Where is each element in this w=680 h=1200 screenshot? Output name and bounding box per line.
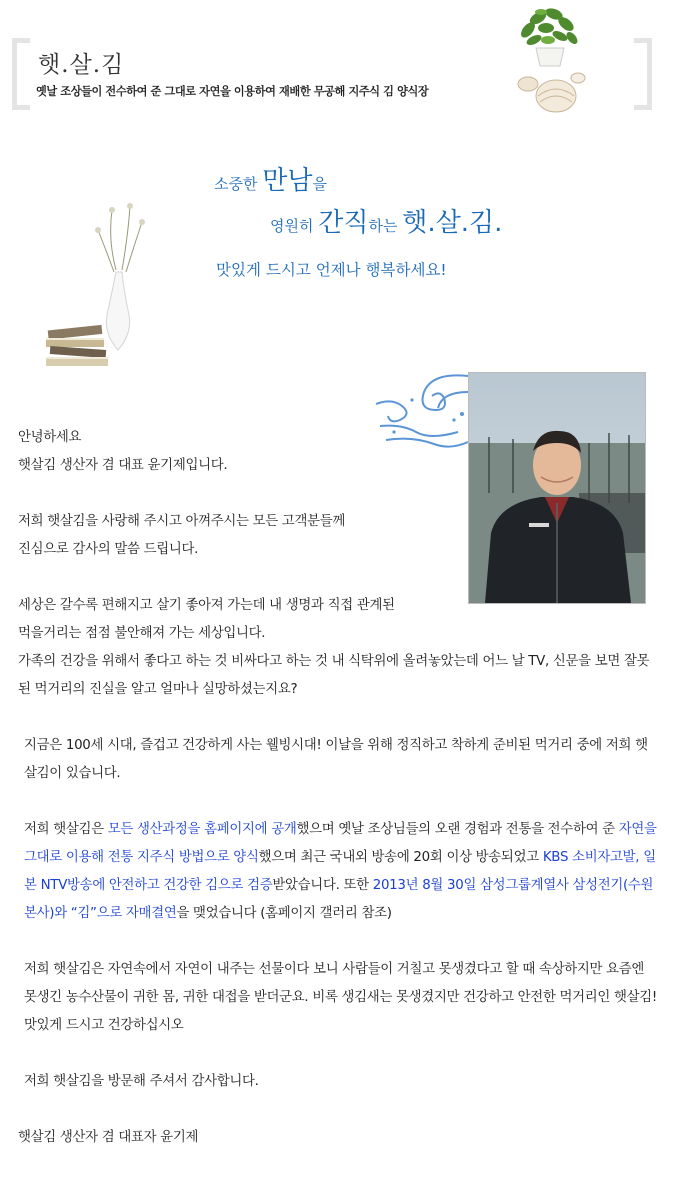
paragraph-gap [18,480,660,508]
letter-paragraph: 저희 햇살김은 자연속에서 자연이 내주는 선물이다 보니 사람들이 거칠고 못생겼다고 할 때 속상하지만 요즘엔 못생긴 농수산물이 귀한 몸, 귀한 대접을 받더군요. 비록 생김새는 못생겼지만 건강하고 안전한 먹거리인 햇살김! 맛있게 드시고 건강하십시오 [24,962,658,1033]
greeting-letter [18,424,660,1152]
letter-line: 햇살김 생산자 겸 대표 윤기제입니다. [18,458,228,473]
letter-line: 먹을거리는 점점 불안해져 가는 세상입니다. [18,626,266,641]
paragraph-gap [18,704,660,732]
slogan-emphasis: 만남 [262,166,313,196]
letter-line: 저희 햇살김을 사랑해 주시고 아껴주시는 모든 고객분들께 [18,514,345,529]
letter-signature: 햇살김 생산자 겸 대표자 윤기제 [18,1130,199,1145]
slogan-text: 소중한 [214,175,263,193]
highlight-text: 자연을 그대로 이용해 전통 지주식 방법으로 양식 [24,822,657,865]
paragraph-gap [18,1096,660,1124]
letter-text: 을 맺었습니다 (홈페이지 갤러리 참조) [176,906,392,921]
banner-frame-right [634,38,652,110]
letter-paragraph: 지금은 100세 시대, 즐겁고 건강하게 사는 웰빙시대! 이날을 위해 정직하고 착하게 준비된 먹거리 중에 저희 햇살김이 있습니다. [24,738,648,781]
letter-line: 세상은 갈수록 편해지고 살기 좋아져 가는데 내 생명과 직접 관계된 [18,598,395,613]
slogan-line-2 [270,202,502,239]
potted-plant-icon [508,4,590,122]
letter-line: 안녕하세요 [18,430,82,445]
highlight-text: 2013년 8월 30일 삼성그룹계열사 삼성전기(수원본사)와 “김”으로 자매결연 [24,878,654,921]
paragraph-gap [18,788,660,816]
letter-closing: 저희 햇살김을 방문해 주셔서 감사합니다. [24,1074,259,1089]
highlight-text: KBS 소비자고발, 일본 NTV방송에 안전하고 건강한 김으로 검증 [24,850,656,893]
highlight-text: 모든 생산과정을 홈페이지에 공개 [107,822,297,837]
slogan-text: 하는 [368,217,403,235]
letter-paragraph: 가족의 건강을 위해서 좋다고 하는 것 비싸다고 하는 것 내 식탁위에 올려놓았는데 어느 날 TV, 신문을 보면 잘못된 먹거리의 진실을 알고 얼마나 실망하셨는지요? [18,654,650,697]
slogan-line-1 [214,160,327,197]
paragraph-gap [18,564,660,592]
slogan-line-3: 맛있게 드시고 언제나 행복하세요! [216,261,447,279]
slogan-text: 을 [312,175,327,193]
letter-paragraph-highlights [18,816,660,928]
paragraph-gap [18,928,660,956]
page-title: 햇.살.김 [38,52,125,78]
letter-text: 저희 햇살김은 [24,822,108,837]
banner-frame-left [12,38,30,110]
letter-text: 했으며 최근 국내외 방송에 20회 이상 방송되었고 [258,850,543,865]
page-subtitle: 옛날 조상들이 전수하여 준 그대로 자연을 이용하여 재배한 무공해 지주식 김 양식장 [36,85,429,98]
vase-with-books-icon [42,200,178,372]
letter-line: 진심으로 감사의 말씀 드립니다. [18,542,199,557]
paragraph-gap [18,1040,660,1068]
letter-text: 했으며 옛날 조상님들의 오랜 경험과 전통을 전수하여 준 [296,822,619,837]
slogan-emphasis: 간직 [318,208,369,238]
slogan-text: 영원히 [270,217,319,235]
letter-text: 받았습니다. 또한 [272,878,373,893]
seashell-icon [518,73,585,112]
slogan-emphasis: 햇.살.김. [402,208,503,238]
